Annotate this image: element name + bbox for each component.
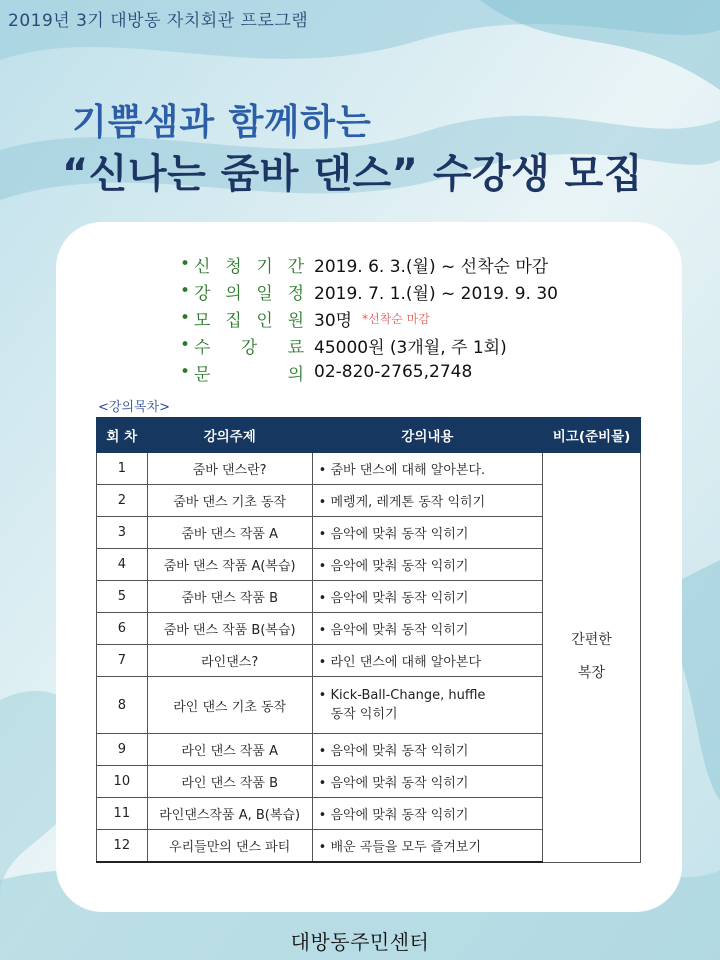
info-value: 45000원 (3개월, 주 1회) xyxy=(314,337,507,358)
info-label: 모 집 인 원 xyxy=(194,310,304,331)
info-value: 2019. 7. 1.(월) ~ 2019. 9. 30 xyxy=(314,283,558,304)
info-value: 02-820-2765,2748 xyxy=(314,362,473,382)
table-row: 11 라인댄스작품 A, B(복습) • 음악에 맞춰 동작 익히기 xyxy=(97,798,641,830)
header-content: 강의내용 xyxy=(312,418,542,453)
headline-line1: 기쁨샘과 함께하는 xyxy=(72,102,372,143)
header-topic: 강의주제 xyxy=(147,418,312,453)
capacity-note: *선착순 마감 xyxy=(362,311,430,326)
table-row: 12 우리들만의 댄스 파티 • 배운 곡들을 모두 즐겨보기 xyxy=(97,830,641,863)
table-row: 3 줌바 댄스 작품 A • 음악에 맞춰 동작 익히기 xyxy=(97,517,641,549)
info-label: 수 강 료 xyxy=(194,337,304,358)
info-label: 신 청 기 간 xyxy=(194,256,304,277)
table-header-row xyxy=(97,418,641,453)
header-no: 회 차 xyxy=(97,418,148,453)
info-value: 30명 xyxy=(314,310,353,331)
info-list xyxy=(180,252,558,387)
table-row: 4 줌바 댄스 작품 A(복습) • 음악에 맞춰 동작 익히기 xyxy=(97,549,641,581)
table-row: 1 줌바 댄스란? • 줌바 댄스에 대해 알아본다. 간편한 복장 xyxy=(97,453,641,485)
note-cell: 간편한 복장 xyxy=(543,453,641,863)
info-row-inquiry: • 문 의 02-820-2765,2748 xyxy=(180,360,558,384)
schedule-table xyxy=(96,417,641,863)
table-row: 8 라인 댄스 기초 동작 • Kick-Ball-Change, huffle 동작 익히기 xyxy=(97,677,641,734)
info-label: 강 의 일 정 xyxy=(194,283,304,304)
info-row-class-schedule: • 강 의 일 정 2019. 7. 1.(월) ~ 2019. 9. 30 xyxy=(180,279,558,303)
program-title: 2019년 3기 대방동 자치회관 프로그램 xyxy=(8,11,309,31)
organizer-name: 대방동주민센터 xyxy=(290,930,430,954)
table-row: 2 줌바 댄스 기초 동작 • 메렝게, 레게톤 동작 익히기 xyxy=(97,485,641,517)
table-row: 10 라인 댄스 작품 B • 음악에 맞춰 동작 익히기 xyxy=(97,766,641,798)
info-row-capacity: • 모 집 인 원 30명 *선착순 마감 xyxy=(180,306,558,330)
header-note: 비고(준비물) xyxy=(543,418,641,453)
info-value: 2019. 6. 3.(월) ~ 선착순 마감 xyxy=(314,256,549,277)
table-row: 5 줌바 댄스 작품 B • 음악에 맞춰 동작 익히기 xyxy=(97,581,641,613)
table-row: 6 줌바 댄스 작품 B(복습) • 음악에 맞춰 동작 익히기 xyxy=(97,613,641,645)
headline-line2: “신나는 줌바 댄스” 수강생 모집 xyxy=(62,151,643,197)
table-row: 9 라인 댄스 작품 A • 음악에 맞춰 동작 익히기 xyxy=(97,734,641,766)
toc-label: <강의목차> xyxy=(98,400,171,415)
info-row-fee: • 수 강 료 45000원 (3개월, 주 1회) xyxy=(180,333,558,357)
info-row-application-period: • 신 청 기 간 2019. 6. 3.(월) ~ 선착순 마감 xyxy=(180,252,558,276)
table-row: 7 라인댄스? • 라인 댄스에 대해 알아본다 xyxy=(97,645,641,677)
info-label: 문 의 xyxy=(194,364,304,385)
